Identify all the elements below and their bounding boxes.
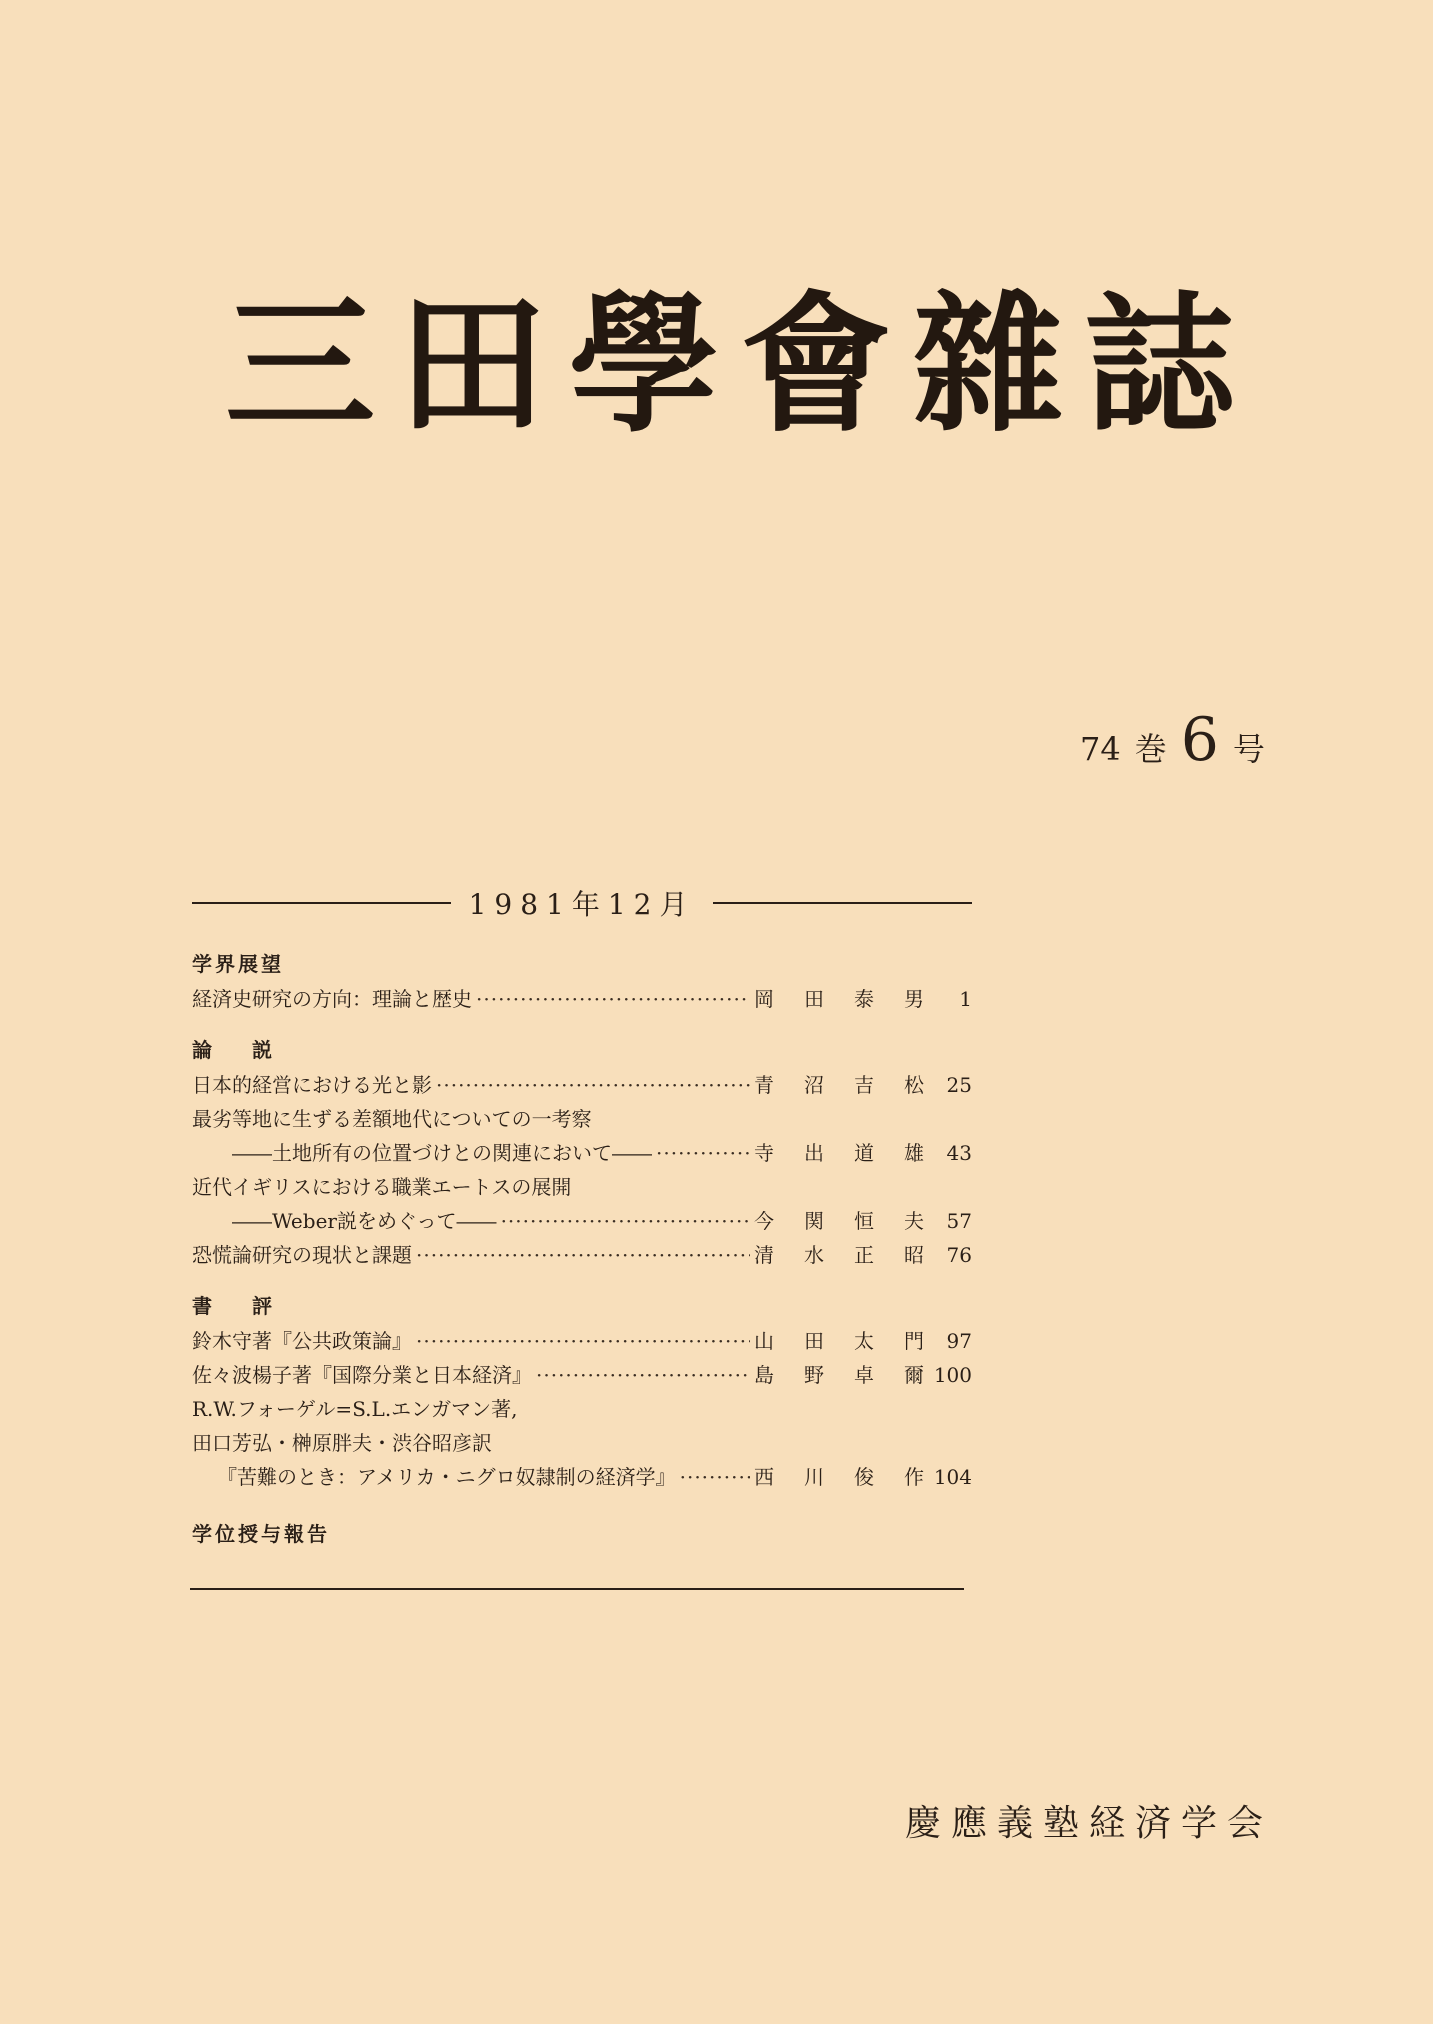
entry-title: 田口芳弘・榊原胖夫・渋谷昭彦訳 — [192, 1431, 492, 1455]
entry-title: R.W.フォーゲル=S.L.エンガマン著, — [192, 1397, 518, 1421]
section-heading: 書評 — [192, 1294, 312, 1318]
author-char: 松 — [904, 1073, 924, 1097]
entry-page: 100 — [933, 1363, 972, 1387]
author-char: 吉 — [854, 1073, 874, 1097]
entry-title: 経済史研究の方向：理論と歴史 — [192, 987, 472, 1011]
author-char: 俊 — [854, 1465, 874, 1489]
leader-dots — [416, 1238, 750, 1272]
author-char: 関 — [804, 1209, 824, 1233]
title-char: 誌 — [1084, 277, 1235, 453]
toc-entry — [192, 1170, 972, 1238]
author-char: 太 — [854, 1329, 874, 1353]
leader-dots — [416, 1324, 750, 1358]
author-char: 正 — [854, 1243, 874, 1267]
entry-page: 43 — [946, 1141, 972, 1165]
toc-entry — [192, 1068, 972, 1102]
author-char: 爾 — [904, 1363, 924, 1387]
entry-author — [754, 1358, 924, 1392]
toc-bottom-rule — [190, 1588, 964, 1590]
leader-dots — [436, 1068, 750, 1102]
author-char: 出 — [804, 1141, 824, 1165]
entry-line — [192, 1136, 972, 1170]
entry-page: 76 — [946, 1243, 972, 1267]
entry-line — [192, 1426, 972, 1460]
leader-dots — [656, 1136, 750, 1170]
toc-entry — [192, 982, 972, 1016]
author-char: 岡 — [754, 987, 774, 1011]
issue-number — [1080, 705, 1300, 775]
author-char: 門 — [904, 1329, 924, 1353]
entry-line — [192, 1170, 972, 1204]
entry-title: 最劣等地に生ずる差額地代についての一考察 — [192, 1107, 592, 1131]
author-char: 西 — [754, 1465, 774, 1489]
author-char: 川 — [804, 1465, 824, 1489]
entry-title: 日本的経営における光と影 — [192, 1073, 432, 1097]
issue-date-row — [192, 883, 972, 923]
title-char: 會 — [740, 277, 891, 453]
author-char: 今 — [754, 1209, 774, 1233]
leader-dots — [536, 1358, 750, 1392]
entry-author — [754, 1460, 924, 1494]
author-char: 恒 — [854, 1209, 874, 1233]
author-char: 道 — [854, 1141, 874, 1165]
issue-label: 号 — [1232, 730, 1265, 768]
entry-author — [754, 1238, 924, 1272]
divider-right — [713, 902, 972, 904]
toc-entry — [192, 1102, 972, 1170]
entry-author — [754, 1324, 924, 1358]
title-char: 三 — [225, 277, 376, 453]
section-heading: 学界展望 — [192, 952, 284, 976]
entry-author — [754, 982, 924, 1016]
entry-line — [192, 1324, 972, 1358]
toc-entry — [192, 1238, 972, 1272]
title-char: 雜 — [912, 277, 1063, 453]
issue-date: 1981年12月 — [468, 888, 696, 921]
entry-line — [192, 1392, 972, 1426]
publisher: 慶應義塾経済学会 — [905, 1803, 1274, 1844]
leader-dots — [501, 1204, 750, 1238]
section-heading: 学位授与報告 — [192, 1522, 330, 1546]
entry-line — [192, 982, 972, 1016]
entry-title: 鈴木守著『公共政策論』 — [192, 1329, 412, 1353]
author-char: 水 — [804, 1243, 824, 1267]
entry-page: 97 — [946, 1329, 972, 1353]
entry-title: 佐々波楊子著『国際分業と日本経済』 — [192, 1363, 532, 1387]
entry-title: 近代イギリスにおける職業エートスの展開 — [192, 1175, 572, 1199]
entry-author — [754, 1068, 924, 1102]
title-char: 田 — [396, 277, 547, 453]
leader-dots — [476, 982, 750, 1016]
toc-entry — [192, 1324, 972, 1358]
entry-author — [754, 1136, 924, 1170]
entry-author — [754, 1204, 924, 1238]
entry-page: 1 — [959, 987, 972, 1011]
author-char: 青 — [754, 1073, 774, 1097]
journal-title — [225, 265, 1235, 465]
author-char: 田 — [804, 987, 824, 1011]
table-of-contents — [192, 930, 972, 1552]
author-char: 島 — [754, 1363, 774, 1387]
entry-page: 57 — [946, 1209, 972, 1233]
entry-page: 25 — [946, 1073, 972, 1097]
author-char: 作 — [904, 1465, 924, 1489]
author-char: 沼 — [804, 1073, 824, 1097]
toc-entry — [192, 1392, 972, 1494]
entry-line — [192, 1068, 972, 1102]
author-char: 雄 — [904, 1141, 924, 1165]
entry-page: 104 — [933, 1465, 972, 1489]
entry-line — [192, 1102, 972, 1136]
author-char: 野 — [804, 1363, 824, 1387]
leader-dots — [680, 1460, 750, 1494]
author-char: 田 — [804, 1329, 824, 1353]
divider-left — [192, 902, 451, 904]
author-char: 寺 — [754, 1141, 774, 1165]
entry-line — [192, 1204, 972, 1238]
entry-line — [192, 1460, 972, 1494]
author-char: 卓 — [854, 1363, 874, 1387]
entry-line — [192, 1358, 972, 1392]
author-char: 山 — [754, 1329, 774, 1353]
author-char: 夫 — [904, 1209, 924, 1233]
author-char: 昭 — [904, 1243, 924, 1267]
entry-title: 恐慌論研究の現状と課題 — [192, 1243, 412, 1267]
section-heading: 論説 — [192, 1038, 312, 1062]
issue-no: 6 — [1180, 705, 1219, 775]
title-char: 學 — [568, 277, 719, 453]
volume-label: 巻 — [1134, 730, 1167, 768]
entry-title: 『苦難のとき：アメリカ・ニグロ奴隷制の経済学』 — [217, 1465, 676, 1489]
author-char: 男 — [904, 987, 924, 1011]
entry-title: ――Weber説をめぐって―― — [232, 1209, 497, 1233]
author-char: 清 — [754, 1243, 774, 1267]
author-char: 泰 — [854, 987, 874, 1011]
entry-title: ――土地所有の位置づけとの関連において―― — [232, 1141, 652, 1165]
volume-number: 74 — [1080, 730, 1121, 768]
entry-line — [192, 1238, 972, 1272]
toc-entry — [192, 1358, 972, 1392]
